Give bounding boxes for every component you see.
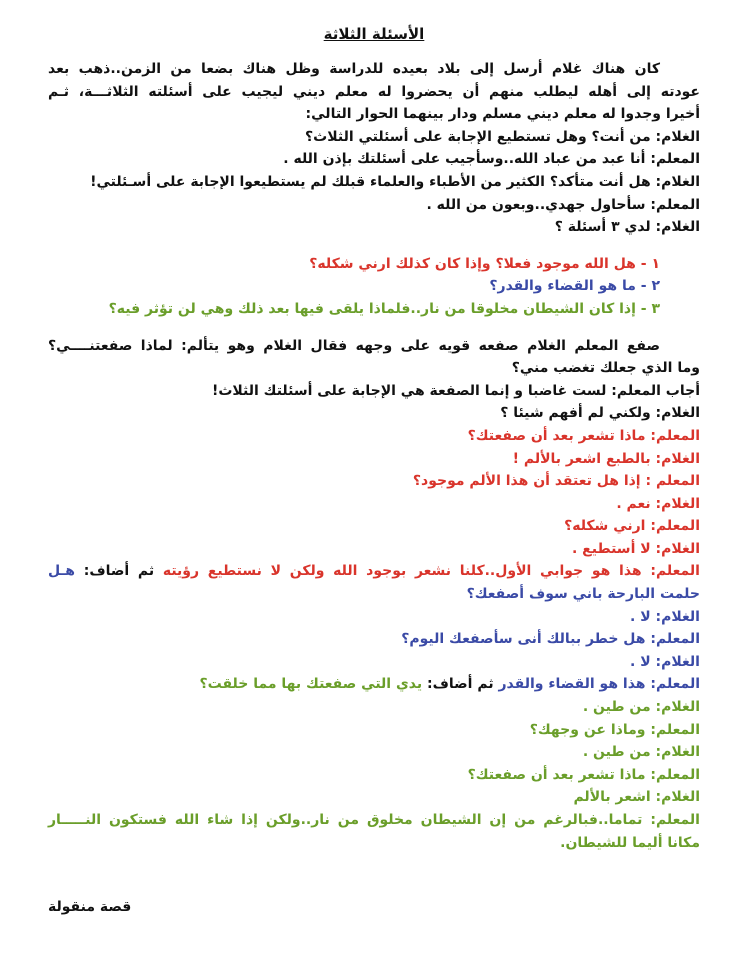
text-segment: المعلم: ماذا تشعر بعد أن صفعتك؟ xyxy=(467,766,700,783)
dialogue-line xyxy=(48,470,700,493)
text-segment: مكانا أليما للشيطان. xyxy=(560,834,700,851)
dialogue-line xyxy=(48,493,700,516)
text-segment: الغلام: من طين . xyxy=(582,744,700,761)
spacer xyxy=(48,321,700,335)
text-segment: ثم أضاف: xyxy=(422,676,499,693)
dialogue-line xyxy=(48,335,700,358)
dialogue-line xyxy=(48,583,700,606)
dialogue-line: الغلام: لدي ٣ أسئلة ؟ xyxy=(554,219,700,236)
dialogue-line xyxy=(48,402,700,425)
dialogue-line xyxy=(48,606,700,629)
text-segment: ثم أضاف: xyxy=(75,563,163,580)
dialogue-line xyxy=(48,651,700,674)
dialogue-line xyxy=(48,696,700,719)
questions-list xyxy=(48,253,700,321)
text-segment: وما الذي جعلك تغضب مني؟ xyxy=(511,360,700,377)
text-segment: المعلم: هذا هو جوابي الأول..كلنا نشعر بوجود الله ولكن لا نستطيع رؤيته xyxy=(162,563,700,580)
dialogue-line xyxy=(48,515,700,538)
text-segment: الغلام: نعم . xyxy=(616,495,700,512)
dialogue-line xyxy=(48,673,700,696)
text-segment: الغلام: بالطبع اشعر بالألم ! xyxy=(512,450,700,467)
dialogue-line xyxy=(48,764,700,787)
text-segment: الغلام: من طين . xyxy=(582,699,700,716)
dialogue-line: المعلم: أنا عبد من عباد الله..وسأجيب على أسئلتك بإذن الله . xyxy=(283,151,700,168)
source-note: قصة منقولة xyxy=(48,899,132,915)
dialogue-line: الغلام: هل أنت متأكد؟ الكثير من الأطباء والعلماء قبلك لم يستطيعوا الإجابة على أسـئلتي! xyxy=(90,173,700,190)
dialogue-line xyxy=(48,809,700,832)
question-item: ٣ - إذا كان الشيطان مخلوقا من نار..فلماذا يلقى فيها بعد ذلك وهي لن تؤثر فيه؟ xyxy=(108,300,660,317)
text-segment: المعلم: هل خطر ببالك أنى سأصفعك اليوم؟ xyxy=(401,631,700,648)
text-segment: المعلم: وماذا عن وجهك؟ xyxy=(529,721,700,738)
text-segment: حلمت البارحة باني سوف أصفعك؟ xyxy=(466,586,700,603)
dialogue-line: المعلم: سأحاول جهدي..وبعون من الله . xyxy=(426,196,700,213)
text-segment: الغلام: لا . xyxy=(630,608,700,625)
spacer xyxy=(48,239,700,253)
text-segment: المعلم: ماذا تشعر بعد أن صفعتك؟ xyxy=(467,427,700,444)
story-dialogue xyxy=(48,335,700,855)
dialogue-line: الغلام: من أنت؟ وهل تستطيع الإجابة على أسئلتي الثلاث؟ xyxy=(305,128,700,145)
text-segment: المعلم: ارني شكله؟ xyxy=(564,518,700,535)
text-line: عودته إلى أهله ليطلب منهم أن يحضروا له معلم ديني ليجيب على أسئلته الثلاثـــة، ثـم xyxy=(48,83,700,100)
text-line: أخيرا وجدوا له معلم ديني مسلم ودار بينهما الحوار التالي: xyxy=(305,106,700,123)
dialogue-line xyxy=(48,832,700,855)
dialogue-line xyxy=(48,560,700,583)
dialogue-line xyxy=(48,741,700,764)
text-segment: الغلام: لا أستطيع . xyxy=(571,540,700,557)
text-segment: صفع المعلم الغلام صفعه قويه على وجهه فقال الغلام وهو يتألم: لماذا صفعتنــــي؟ xyxy=(48,337,660,354)
text-segment: المعلم: هذا هو القضاء والقدر xyxy=(498,676,700,693)
text-line: كان هناك غلام أرسل إلى بلاد بعيده للدراسة وظل هناك بضعا من الزمن..ذهب بعد xyxy=(48,61,660,77)
text-segment: المعلم : إذا هل تعتقد أن هذا الألم موجود؟ xyxy=(412,473,700,490)
dialogue-line xyxy=(48,425,700,448)
question-item: ٢ - ما هو القضاء والقدر؟ xyxy=(489,278,660,295)
dialogue-line xyxy=(48,448,700,471)
dialogue-line xyxy=(48,628,700,651)
question-item: ١ - هل الله موجود فعلا؟ وإذا كان كذلك ارني شكله؟ xyxy=(309,255,660,272)
dialogue-line xyxy=(48,357,700,380)
text-segment: هـل xyxy=(48,563,75,580)
dialogue-line xyxy=(48,538,700,561)
page-title: الأسئلة الثلاثة xyxy=(323,25,425,43)
text-segment: الغلام: اشعر بالألم xyxy=(573,789,700,806)
intro-paragraph xyxy=(48,58,700,239)
text-segment: يدي التي صفعتك بها مما خلقت؟ xyxy=(199,676,423,693)
text-segment: الغلام: ولكني لم أفهم شيئا ؟ xyxy=(500,405,700,422)
dialogue-line xyxy=(48,719,700,742)
text-segment: الغلام: لا . xyxy=(630,653,700,670)
dialogue-line xyxy=(48,786,700,809)
dialogue-line xyxy=(48,380,700,403)
text-segment: أجاب المعلم: لست غاضبا و إنما الصفعة هي الإجابة على أسئلتك الثلاث! xyxy=(211,382,700,399)
text-segment: المعلم: تماما..فبالرغم من إن الشيطان مخلوق من نار..ولكن إذا شاء الله فستكون النـــــار xyxy=(48,812,700,828)
